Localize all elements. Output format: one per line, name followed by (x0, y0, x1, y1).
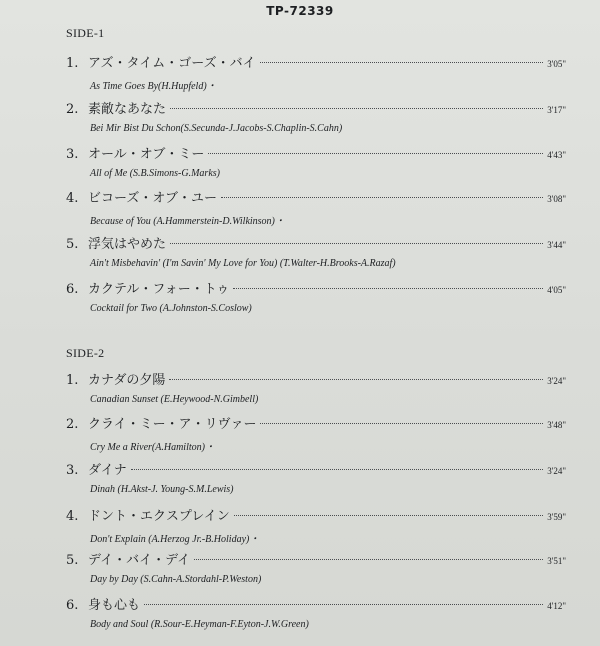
track-side1-5 (66, 233, 566, 279)
dot-leader (131, 469, 543, 470)
track-duration: 3'17" (547, 105, 566, 115)
track-number: 3. (66, 147, 79, 162)
dot-leader (221, 197, 543, 198)
track-side1-3 (66, 143, 566, 189)
track-title-jp: ドント・エクスプレイン (88, 509, 230, 524)
track-title-en: Bei Mir Bist Du Schon(S.Secunda-J.Jacobs-S.Chaplin-S.Cahn) (90, 123, 343, 134)
track-title-en: Ain't Misbehavin' (I'm Savin' My Love for You) (T.Walter-H.Brooks-A.Razaf) (90, 258, 396, 269)
track-side2-2 (66, 413, 566, 459)
track-title-jp: ビコーズ・オブ・ユー (88, 191, 217, 206)
dot-leader (260, 62, 544, 63)
track-side1-1 (66, 52, 566, 98)
dot-leader (169, 379, 543, 380)
track-title-en: Canadian Sunset (E.Heywood-N.Gimbell) (90, 394, 259, 405)
track-title-jp: 身も心も (88, 598, 141, 613)
track-title-jp: 浮気はやめた (88, 237, 167, 252)
track-side2-6 (66, 594, 566, 640)
track-title-jp: オール・オブ・ミー (88, 147, 205, 162)
track-number: 6. (66, 282, 79, 297)
track-title-en: Day by Day (S.Cahn-A.Stordahl-P.Weston) (90, 574, 262, 585)
track-duration: 3'24" (547, 466, 566, 476)
track-side1-4 (66, 187, 566, 233)
catalog-number: TP-72339 (266, 4, 334, 18)
track-duration: 4'05" (547, 285, 566, 295)
track-title-jp: カナダの夕陽 (88, 373, 166, 388)
track-title-en: Cocktail for Two (A.Johnston-S.Coslow) (90, 303, 252, 314)
track-duration: 3'44" (547, 240, 566, 250)
track-number: 6. (66, 598, 79, 613)
track-number: 1. (66, 373, 79, 388)
track-duration: 3'24" (547, 376, 566, 386)
track-title-en: Body and Soul (R.Sour-E.Heyman-F.Eyton-J.W.Green) (90, 619, 309, 630)
track-number: 1. (66, 56, 79, 71)
track-title-en: Dinah (H.Akst-J. Young-S.M.Lewis) (90, 484, 234, 495)
track-number: 5. (66, 553, 79, 568)
track-title-en: Because of You (A.Hammerstein-D.Wilkinson)・ (90, 216, 285, 227)
dot-leader (233, 288, 543, 289)
track-side1-6 (66, 278, 566, 324)
track-number: 5. (66, 237, 79, 252)
track-title-jp: ダイナ (88, 463, 127, 478)
side-2-label: SIDE-2 (66, 346, 105, 360)
track-title-jp: デイ・バイ・デイ (88, 553, 191, 568)
dot-leader (234, 515, 544, 516)
track-number: 3. (66, 463, 79, 478)
dot-leader (208, 153, 543, 154)
track-title-en: Don't Explain (A.Herzog Jr.-B.Holiday)・ (90, 534, 260, 545)
dot-leader (194, 559, 543, 560)
track-duration: 3'59" (547, 512, 566, 522)
dot-leader (170, 243, 543, 244)
track-title-en: Cry Me a River(A.Hamilton)・ (90, 442, 215, 453)
track-duration: 3'08" (547, 194, 566, 204)
track-number: 4. (66, 509, 79, 524)
track-side1-2 (66, 98, 566, 144)
track-number: 4. (66, 191, 79, 206)
dot-leader (170, 108, 543, 109)
track-duration: 3'51" (547, 556, 566, 566)
track-number: 2. (66, 102, 79, 117)
track-duration: 4'43" (547, 150, 566, 160)
track-title-jp: アズ・タイム・ゴーズ・バイ (88, 56, 256, 71)
track-duration: 3'05" (547, 59, 566, 69)
track-side2-1 (66, 369, 566, 415)
dot-leader (144, 604, 543, 605)
track-side2-5 (66, 549, 566, 595)
track-title-en: All of Me (S.B.Simons-G.Marks) (90, 168, 220, 179)
track-number: 2. (66, 417, 79, 432)
dot-leader (260, 423, 543, 424)
track-title-jp: カクテル・フォー・トゥ (88, 282, 230, 297)
side-1-label: SIDE-1 (66, 26, 105, 40)
track-duration: 3'48" (547, 420, 566, 430)
track-title-en: As Time Goes By(H.Hupfeld)・ (90, 81, 217, 92)
track-side2-4 (66, 505, 566, 551)
track-title-jp: 素敵なあなた (88, 102, 167, 117)
track-side2-3 (66, 459, 566, 505)
track-title-jp: クライ・ミー・ア・リヴァー (88, 417, 257, 432)
track-duration: 4'12" (547, 601, 566, 611)
